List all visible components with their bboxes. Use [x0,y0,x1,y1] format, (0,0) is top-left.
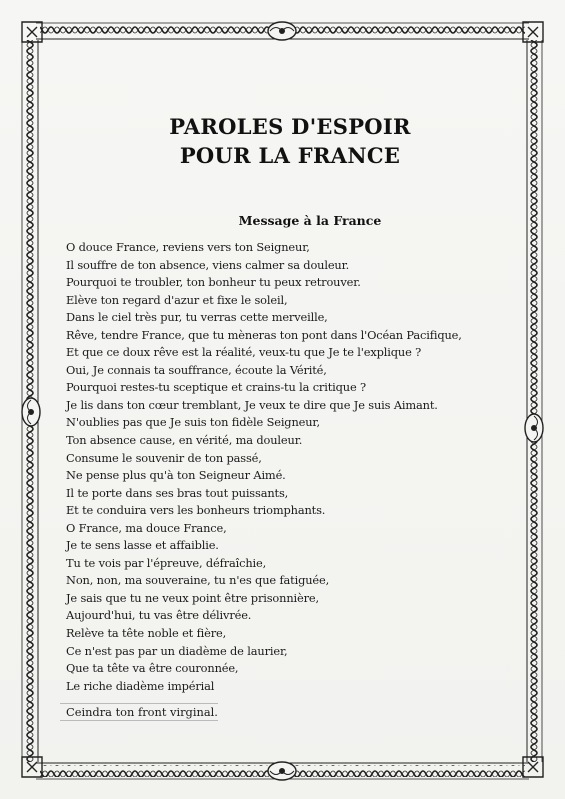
poem-line: Consume le souvenir de ton passé, [66,450,262,465]
poem-line: Non, non, ma souveraine, tu n'es que fatiguée, [66,573,330,588]
poem-line: Je sais que tu ne veux point être prisonnière, [66,590,319,605]
poem-line: Elève ton regard d'azur et fixe le soleil, [66,292,288,307]
poem-line: O France, ma douce France, [66,520,227,535]
poem-line: Et te conduira vers les bonheurs triomphants. [66,503,326,518]
poem-line: Que ta tête va être couronnée, [66,661,239,676]
poem-line: Je te sens lasse et affaiblie. [66,538,219,553]
poem-line: Le riche diadème impérial [66,678,215,693]
poem-line: Oui, Je connais ta souffrance, écoute la Vérité, [66,362,327,377]
poem-line: O douce France, reviens vers ton Seigneur, [66,240,310,254]
poem-line: N'oublies pas que Je suis ton fidèle Seigneur, [66,415,320,430]
poem-line: Dans le ciel très pur, tu verras cette merveille, [66,310,328,325]
title-line-1: PAROLES D'ESPOIR [169,114,411,139]
poem-line: Il souffre de ton absence, viens calmer sa douleur. [66,257,350,272]
title-line-2: POUR LA FRANCE [179,143,401,168]
poem-line: Ton absence cause, en vérité, ma douleur. [66,433,303,448]
poem-line: Je lis dans ton cœur tremblant, Je veux te dire que Je suis Aimant. [66,397,438,412]
poem-line: Et que ce doux rêve est la réalité, veux-tu que Je te l'explique ? [66,345,422,360]
poem-line: Pourquoi te troubler, ton bonheur tu peux retrouver. [66,275,361,290]
document-title [60,112,520,170]
poem-line: Ce n'est pas par un diadème de laurier, [66,643,288,658]
poem-line: Ne pense plus qu'à ton Seigneur Aimé. [66,468,286,483]
poem-line: Relève ta tête noble et fière, [66,626,227,641]
poem-line: Aujourd'hui, tu vas être délivrée. [66,608,252,623]
poem-body [60,239,520,695]
poem-content [60,112,520,721]
poem-line: Pourquoi restes-tu sceptique et crains-tu la critique ? [66,380,366,395]
poem-subtitle: Message à la France [238,213,382,228]
poem-final-line: Ceindra ton front virginal. [60,703,218,721]
poem-line: Tu te vois par l'épreuve, défraîchie, [66,555,267,570]
poem-line: Il te porte dans ses bras tout puissants, [66,485,289,500]
poem-line: Rêve, tendre France, que tu mèneras ton pont dans l'Océan Pacifique, [66,327,462,342]
